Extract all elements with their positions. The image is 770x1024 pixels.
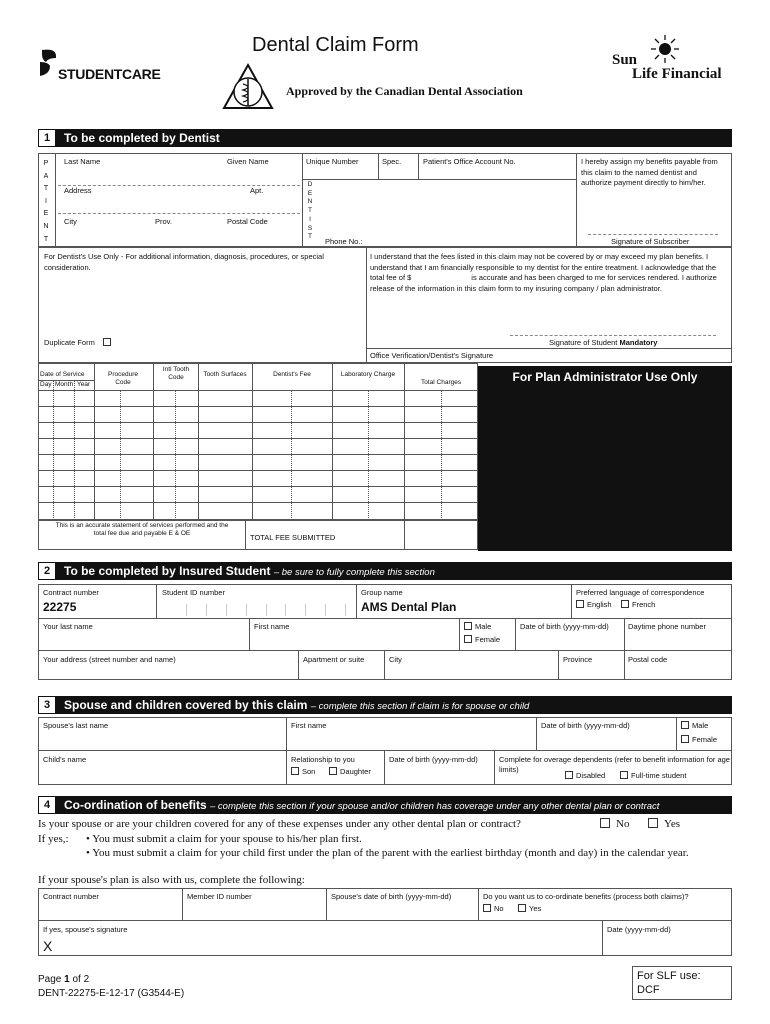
total-fee-submitted-label: TOTAL FEE SUBMITTED: [250, 533, 336, 542]
spouse-last-name-label: Spouse's last name: [43, 721, 109, 730]
office-account-label: Patient's Office Account No.: [423, 157, 516, 166]
dentist-phone-label: Phone No.:: [325, 237, 363, 246]
dentist-vertical-label: D E N T I S T: [307, 181, 313, 241]
patient-prov-label: Prov.: [155, 217, 172, 226]
intl-tooth-code-header: Intl Tooth Code: [162, 366, 190, 381]
bullet-spouse: • You must submit a claim for your spouse to his/her plan first.: [86, 833, 362, 845]
signature-student-label: Signature of Student Mandatory: [549, 338, 658, 347]
patient-apt-label: Apt.: [250, 186, 264, 195]
dentists-fee-header: Dentist's Fee: [273, 371, 311, 378]
spouse-signature-label: If yes, spouse's signature: [43, 925, 128, 934]
section1-number: 1: [38, 129, 56, 147]
month-header: Month: [55, 381, 74, 388]
date-of-service-header: Date of Service: [40, 371, 85, 378]
sunlife-logo: [612, 34, 734, 84]
patient-given-name-label: Given Name: [227, 157, 269, 166]
unique-number-label: Unique Number: [306, 157, 359, 166]
plan-admin-label: For Plan Administrator Use Only: [512, 370, 698, 384]
student-id-label: Student ID number: [162, 588, 225, 597]
relationship-label: Relationship to you: [291, 755, 355, 764]
patient-address-label: Address: [64, 186, 92, 195]
signature-subscriber-label: Signature of Subscriber: [611, 237, 690, 246]
s4-contract-number-label: Contract number: [43, 892, 99, 901]
coordination-question: Is your spouse or are your children covered for any of these expenses under any other dental plan or contract?: [38, 818, 521, 830]
fulltime-checkbox[interactable]: Full-time student: [620, 771, 686, 780]
office-verification-label: Office Verification/Dentist's Signature: [370, 351, 494, 360]
coordinate-question-label: Do you want us to co-ordinate benefits (process both claims)?: [483, 892, 689, 901]
disabled-checkbox[interactable]: Disabled: [565, 771, 605, 780]
apartment-label: Apartment or suite: [303, 655, 365, 664]
contract-number-value: 22275: [43, 600, 77, 614]
patient-postal-label: Postal Code: [227, 217, 268, 226]
plan-admin-panel: [478, 366, 732, 551]
first-name-label: First name: [254, 622, 290, 631]
spouse-dob-s4-label: Spouse's date of birth (yyyy-mm-dd): [331, 892, 452, 901]
son-checkbox[interactable]: Son: [291, 767, 315, 776]
your-address-label: Your address (street number and name): [43, 655, 176, 664]
french-checkbox[interactable]: French: [621, 600, 655, 609]
postal-code-label: Postal code: [628, 655, 668, 664]
section3-header: [38, 696, 732, 714]
spouse-male-checkbox[interactable]: Male: [681, 721, 708, 730]
sunlife-line2: Life Financial: [632, 66, 722, 82]
studentcare-logo: [38, 48, 166, 82]
section3-number: 3: [38, 696, 56, 714]
lab-charge-header: Laboratory Charge: [340, 371, 396, 378]
english-checkbox[interactable]: English: [576, 600, 612, 609]
student-id-field[interactable]: [186, 604, 346, 616]
cda-emblem-icon: [220, 62, 276, 112]
patient-last-name-label: Last Name: [64, 157, 101, 166]
daughter-checkbox[interactable]: Daughter: [329, 767, 371, 776]
duplicate-form-label: Duplicate Form: [44, 338, 95, 347]
form-title: Dental Claim Form: [252, 34, 419, 56]
sunlife-line1: Sun: [612, 52, 638, 68]
section4-number: 4: [38, 796, 56, 814]
if-yes-label: If yes,:: [38, 833, 69, 845]
dcf-label: DCF: [637, 984, 660, 996]
group-name-label: Group name: [361, 588, 403, 597]
duplicate-form-checkbox[interactable]: [44, 338, 114, 347]
bullet-child: • You must submit a claim for your child first under the plan of the parent with the earliest birthday (month and day) in the calendar year.: [86, 847, 689, 859]
cda-approval-text: Approved by the Canadian Dental Association: [286, 84, 523, 98]
procedure-code-header: Procedure Code: [108, 371, 138, 386]
coordinate-no-checkbox[interactable]: No: [483, 904, 504, 913]
assign-benefits-text: I hereby assign my benefits payable from this claim to the named dentist and authorize payment directly to him/her.: [581, 157, 718, 187]
section4-header: [38, 796, 732, 814]
section1-header: [38, 129, 732, 147]
s4-date-label: Date (yyyy-mm-dd): [607, 925, 671, 934]
section2-number: 2: [38, 562, 56, 580]
spec-label: Spec.: [382, 157, 402, 166]
female-checkbox[interactable]: Female: [464, 635, 500, 644]
duplicate-form-box[interactable]: [103, 338, 111, 346]
male-checkbox[interactable]: Male: [464, 622, 491, 631]
dentist-use-text: For Dentist's Use Only - For additional information, diagnosis, procedures, or special consideration.: [44, 252, 324, 272]
coordinate-yes-checkbox[interactable]: Yes: [518, 904, 541, 913]
section4-title: Co-ordination of benefits – complete this section if your spouse and/or children has coverage under any other dental plan or contract: [64, 798, 660, 812]
overage-label: Complete for overage dependents (refer to benefit information for age limits): [499, 755, 730, 774]
spouse-female-checkbox[interactable]: Female: [681, 735, 717, 744]
patient-city-label: City: [64, 217, 77, 226]
section1-title: To be completed by Dentist: [64, 131, 220, 145]
spouse-first-name-label: First name: [291, 721, 327, 730]
day-header: Day: [40, 381, 52, 388]
acknowledgement-text: I understand that the fees listed in this claim may not be covered by or may exceed my plan benefits. I understand that I am financially responsible to my dentist for the entire treatment. I acknowledge that the total fee of $ is accurate and has been charged to me for services rendered. I authorize release of the information in this claim form to my insuring company / plan administrator.: [370, 252, 717, 293]
if-spouse-plan-label: If your spouse's plan is also with us, complete the following:: [38, 874, 305, 886]
studentcare-logo-mark: [38, 48, 60, 78]
city-label: City: [389, 655, 402, 664]
section3-title: Spouse and children covered by this claim – complete this section if claim is for spouse or child: [64, 698, 530, 712]
spouse-signature-x: X: [43, 938, 53, 954]
studentcare-logo-text: STUDENTCARE: [58, 66, 161, 82]
accurate-statement-text: This is an accurate statement of services performed and the total fee due and payable E & OE: [55, 522, 229, 537]
page-number: Page 1 of 2: [38, 974, 90, 985]
province-label: Province: [563, 655, 593, 664]
form-code: DENT-22275-E-12-17 (G3544-E): [38, 988, 185, 999]
patient-vertical-label: P A T I E N T: [43, 160, 49, 243]
dob-label: Date of birth (yyyy-mm-dd): [520, 622, 609, 631]
total-charges-header: Total Charges: [421, 379, 462, 386]
section2-block: [38, 584, 732, 680]
daytime-phone-label: Daytime phone number: [628, 622, 706, 631]
section2-title: To be completed by Insured Student – be sure to fully complete this section: [64, 564, 435, 578]
member-id-label: Member ID number: [187, 892, 252, 901]
group-name-value: AMS Dental Plan: [361, 600, 457, 614]
spouse-dob-label: Date of birth (yyyy-mm-dd): [541, 721, 630, 730]
coordination-no-checkbox[interactable]: No: [600, 818, 629, 830]
coordination-yes-checkbox[interactable]: Yes: [648, 818, 680, 830]
your-last-name-label: Your last name: [43, 622, 93, 631]
contract-number-label: Contract number: [43, 588, 99, 597]
tooth-surfaces-header: Tooth Surfaces: [203, 371, 247, 378]
child-dob-label: Date of birth (yyyy-mm-dd): [389, 755, 478, 764]
slf-use-label: For SLF use:: [637, 970, 701, 982]
mandatory-label: Mandatory: [619, 338, 658, 347]
pref-language-label: Preferred language of correspondence: [576, 588, 705, 597]
childs-name-label: Child's name: [43, 755, 87, 764]
year-header: Year: [77, 381, 91, 388]
sunlife-sun-icon: [650, 34, 680, 64]
section2-header: [38, 562, 732, 580]
